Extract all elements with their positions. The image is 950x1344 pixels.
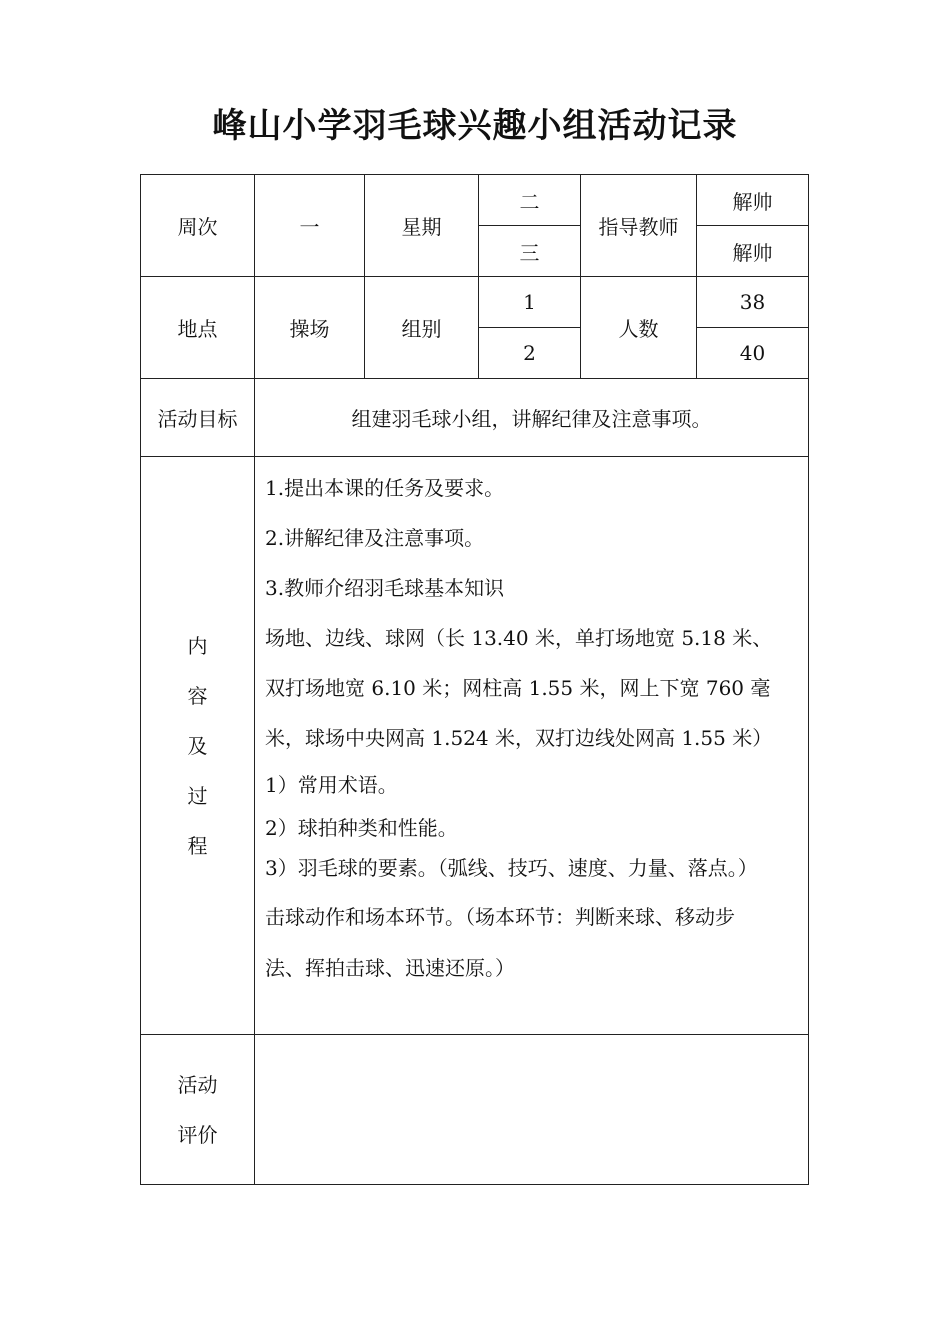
content-line: 1.提出本课的任务及要求。	[265, 476, 505, 500]
content-line: 2.讲解纪律及注意事项。	[265, 526, 485, 550]
content-line: 3）羽毛球的要素。（弧线、技巧、速度、力量、落点。）	[265, 856, 758, 880]
week-value: 一	[255, 175, 365, 277]
content-line: 双打场地宽 6.10 米；网柱高 1.55 米，网上下宽 760 毫	[265, 676, 771, 700]
content-line: 法、挥拍击球、迅速还原。）	[265, 956, 515, 980]
content-line: 3.教师介绍羽毛球基本知识	[265, 576, 505, 600]
activity-record-table	[140, 174, 809, 1185]
evaluation-value[interactable]	[255, 1035, 809, 1185]
teacher-label: 指导教师	[581, 175, 697, 277]
goal-label: 活动目标	[141, 379, 255, 457]
evaluation-label-line: 评价	[177, 1122, 218, 1147]
content-label-char: 内	[187, 633, 208, 658]
group-label: 组别	[365, 277, 479, 379]
content-line: 2）球拍种类和性能。	[265, 816, 458, 840]
evaluation-label	[141, 1035, 255, 1185]
goal-value: 组建羽毛球小组，讲解纪律及注意事项。	[255, 379, 809, 457]
place-label: 地点	[141, 277, 255, 379]
group-value-2: 2	[479, 328, 581, 379]
content-body	[255, 457, 809, 1035]
content-line: 击球动作和场本环节。（场本环节：判断来球、移动步	[265, 905, 735, 929]
content-label-char: 及	[187, 733, 208, 758]
page-title: 峰山小学羽毛球兴趣小组活动记录	[212, 106, 738, 146]
content-line: 场地、边线、球网（长 13.40 米，单打场地宽 5.18 米、	[265, 626, 773, 650]
group-value-1: 1	[479, 277, 581, 328]
teacher-value-1: 解帅	[697, 175, 809, 226]
content-line: 米，球场中央网高 1.524 米，双打边线处网高 1.55 米）	[265, 726, 773, 750]
day-value-2: 三	[479, 226, 581, 277]
day-label: 星期	[365, 175, 479, 277]
week-label: 周次	[141, 175, 255, 277]
count-value-1: 38	[697, 277, 809, 328]
evaluation-label-line: 活动	[177, 1072, 218, 1097]
content-label-char: 程	[187, 833, 208, 858]
place-value: 操场	[255, 277, 365, 379]
content-label-char: 过	[187, 783, 208, 808]
count-value-2: 40	[697, 328, 809, 379]
day-value-1: 二	[479, 175, 581, 226]
teacher-value-2: 解帅	[697, 226, 809, 277]
content-label	[141, 457, 255, 1035]
content-label-char: 容	[187, 683, 208, 708]
content-line: 1）常用术语。	[265, 773, 398, 797]
count-label: 人数	[581, 277, 697, 379]
